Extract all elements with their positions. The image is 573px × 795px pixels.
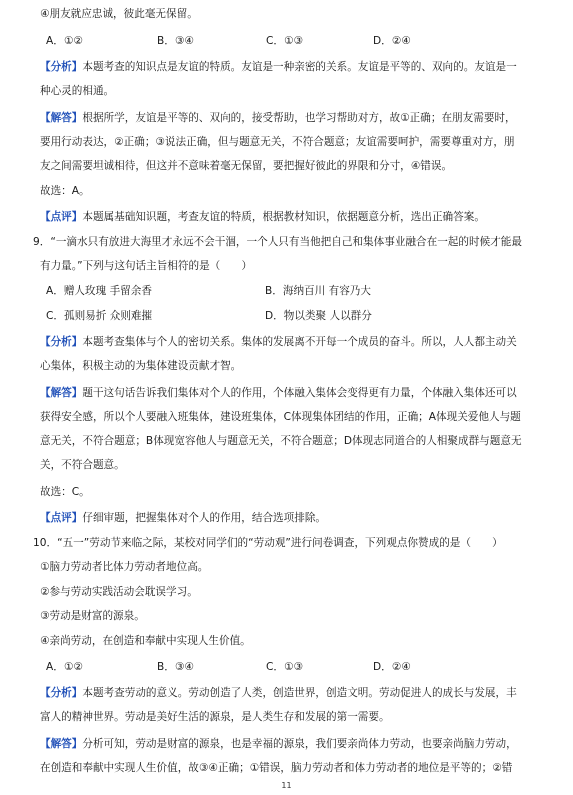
q10-option-a: A．①② bbox=[46, 661, 83, 673]
q10-item-2: ②参与劳动实践活动会耽误学习。 bbox=[40, 586, 198, 598]
q10-answer bbox=[40, 737, 555, 751]
q9-option-b: B．海纳百川 有容乃大 bbox=[265, 285, 371, 297]
q8-option-d: D．②④ bbox=[373, 35, 411, 47]
q8-answer-text-2: 要用行动表达，②正确；③说法正确，但与题意无关，不符合题意；友谊需要呵护，需要尊重对方，朋 bbox=[40, 136, 515, 148]
q8-comment-text: 本题属基础知识题，考查友谊的特质，根据教材知识，依据题意分析，选出正确答案。 bbox=[82, 211, 485, 223]
analysis-tag: 【分析】 bbox=[40, 687, 83, 699]
answer-tag: 【解答】 bbox=[40, 738, 83, 750]
q10-stem: 10．“五一”劳动节来临之际，某校对同学们的“劳动观”进行问卷调查，下列观点你赞成的是（ ） bbox=[33, 537, 503, 549]
q8-answer-text-1: 根据所学，友谊是平等的、双向的，接受帮助，也学习帮助对方，故①正确；在朋友需要时， bbox=[82, 112, 516, 124]
q10-item-3: ③劳动是财富的源泉。 bbox=[40, 610, 145, 622]
q10-option-d: D．②④ bbox=[373, 661, 411, 673]
q10-analysis-text-2: 富人的精神世界。劳动是美好生活的源泉，是人类生存和发展的第一需要。 bbox=[40, 711, 390, 723]
answer-tag: 【解答】 bbox=[40, 112, 83, 124]
answer-tag: 【解答】 bbox=[40, 387, 83, 399]
q10-answer-text-1: 分析可知，劳动是财富的源泉，也是幸福的源泉，我们要亲尚体力劳动，也要亲尚脑力劳动， bbox=[82, 738, 517, 750]
q9-stem-2: 有力量。”下列与这句话主旨相符的是（ ） bbox=[40, 260, 253, 272]
q8-analysis bbox=[40, 60, 555, 74]
comment-tag: 【点评】 bbox=[40, 512, 83, 524]
analysis-tag: 【分析】 bbox=[40, 336, 83, 348]
q9-option-d: D．物以类聚 人以群分 bbox=[265, 310, 372, 322]
q8-answer-text-3: 友之间需要坦诚相待，但这并不意味着毫无保留，要把握好彼此的界限和分寸，④错误。 bbox=[40, 160, 453, 172]
q9-option-a: A．赠人玫瑰 手留余香 bbox=[46, 285, 152, 297]
q8-analysis-text-2: 种心灵的相通。 bbox=[40, 85, 115, 97]
q9-answer-text-4: 关，不符合题意。 bbox=[40, 459, 125, 471]
q9-answer-text-1: 题干这句话告诉我们集体对个人的作用，个体融入集体会变得更有力量，个体融入集体还可以 bbox=[82, 387, 517, 399]
q9-comment bbox=[40, 511, 555, 525]
q8-comment bbox=[40, 210, 555, 224]
q9-comment-text: 仔细审题，把握集体对个人的作用，结合选项排除。 bbox=[82, 512, 327, 524]
q10-item-4: ④亲尚劳动，在创造和奉献中实现人生价值。 bbox=[40, 635, 251, 647]
q9-option-c: C．孤则易折 众则难摧 bbox=[46, 310, 153, 322]
q9-answer-text-2: 获得安全感，所以个人要融入班集体，建设班集体，C体现集体团结的作用，正确；A体现关爱他人与题 bbox=[40, 411, 521, 423]
q9-answer bbox=[40, 386, 555, 400]
q10-answer-text-2: 在创造和奉献中实现人生价值，故③④正确；①错误，脑力劳动者和体力劳动者的地位是平等的；②错 bbox=[40, 762, 513, 774]
page-number: 11 bbox=[281, 781, 292, 790]
q10-option-b: B．③④ bbox=[157, 661, 194, 673]
q8-answer bbox=[40, 111, 555, 125]
q9-answer-text-3: 意无关，不符合题意；B体现宽容他人与题意无关，不符合题意；D体现志同道合的人相聚成群与题意无 bbox=[40, 435, 522, 447]
q10-analysis bbox=[40, 686, 555, 700]
q8-option-b: B．③④ bbox=[157, 35, 194, 47]
q9-analysis bbox=[40, 335, 555, 349]
q8-item-4: ④朋友就应忠诚，彼此毫无保留。 bbox=[40, 8, 198, 20]
q8-choose: 故选：A。 bbox=[40, 185, 90, 197]
q8-option-a: A．①② bbox=[46, 35, 83, 47]
q9-analysis-text-2: 心集体，积极主动的为集体建设贡献才智。 bbox=[40, 360, 242, 372]
q9-stem-1: 9．“一滴水只有放进大海里才永远不会干涸，一个人只有当他把自己和集体事业融合在一起的时候才能最 bbox=[33, 236, 522, 248]
q8-analysis-text-1: 本题考查的知识点是友谊的特质。友谊是一种亲密的关系。友谊是平等的、双向的。友谊是一 bbox=[82, 61, 517, 73]
q8-option-c: C．①③ bbox=[266, 35, 303, 47]
q10-analysis-text-1: 本题考查劳动的意义。劳动创造了人类，创造世界，创造文明。劳动促进人的成长与发展，丰 bbox=[82, 687, 517, 699]
q9-analysis-text-1: 本题考查集体与个人的密切关系。集体的发展离不开每一个成员的奋斗。所以，人人都主动关 bbox=[82, 336, 517, 348]
q10-item-1: ①脑力劳动者比体力劳动者地位高。 bbox=[40, 561, 209, 573]
comment-tag: 【点评】 bbox=[40, 211, 83, 223]
analysis-tag: 【分析】 bbox=[40, 61, 83, 73]
q10-option-c: C．①③ bbox=[266, 661, 303, 673]
q9-choose: 故选：C。 bbox=[40, 486, 90, 498]
